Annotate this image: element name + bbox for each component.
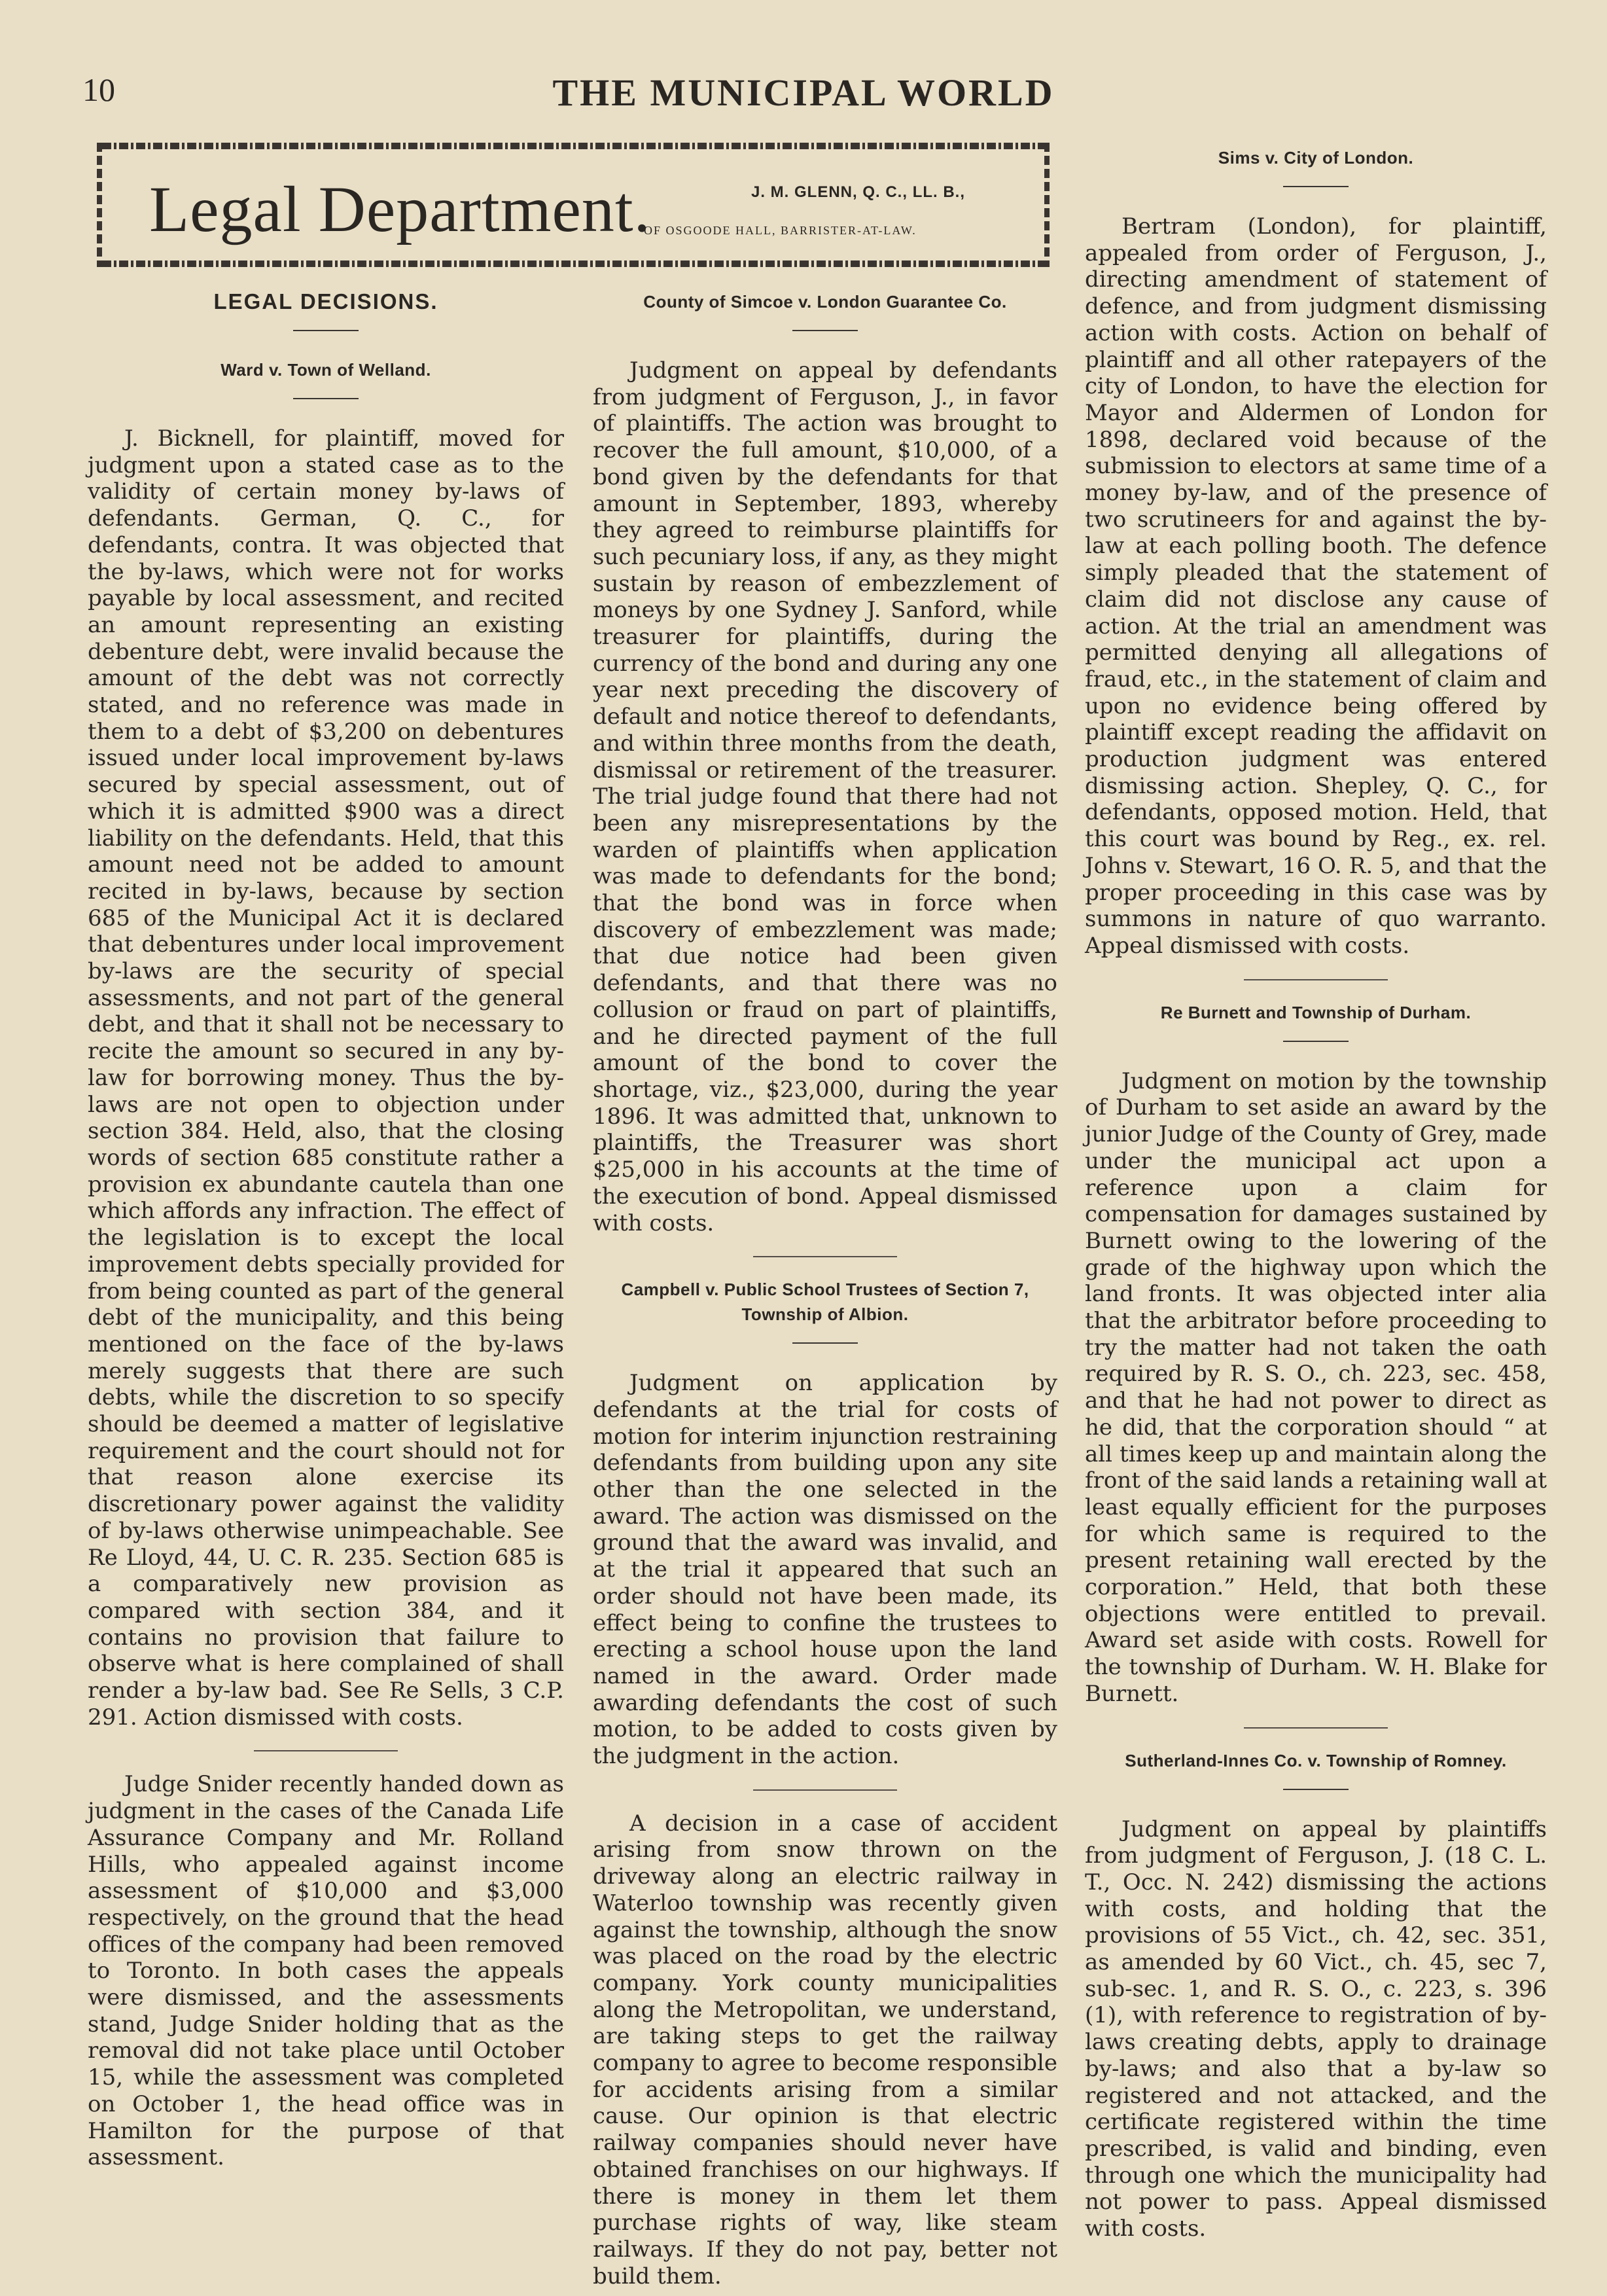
divider xyxy=(1283,1041,1349,1042)
divider xyxy=(792,330,858,331)
section-heading: LEGAL DECISIONS. xyxy=(213,289,438,314)
case-title: Sims v. City of London. xyxy=(1218,148,1414,168)
banner-border-right xyxy=(1044,143,1050,267)
divider xyxy=(293,398,359,399)
running-head: THE MUNICIPAL WORLD xyxy=(552,71,1055,114)
case-text: Judgment on appeal by defendants from judgment of Ferguson, J., in favor of plaintiffs. The action was brought to recover the full amount, $10,000, of a bond given by the defendants for that amount in September, 1893, whereby they agreed to reimburse plaintiffs for such pecuniary loss, if any, as they might sustain by reason of embezzlement of moneys by one Sydney J. Sanford, while treasurer for plaintiffs, during the currency of the bond and during any one year next preceding the discovery of default and notice thereof to defendants, and within three months from the death, dismissal or retirement of the treasurer. The trial judge found that there had not been any misrepresentations by the warden of plaintiffs when application was made to defendants for the bond; that the bond was in force when discovery of embezzlement was made; that due notice had been given defendants, and that there was no collusion or fraud on part of plaintiffs, and he directed payment of the full amount of the bond to cover the shortage, viz., $23,000, during the year 1896. It was admitted that, unknown to plaintiffs, the Treasurer was short $25,000 in his accounts at the time of the execution of bond. Appeal dismissed with costs. xyxy=(593,357,1057,1236)
case-text: Judgment on motion by the township of Durham to set aside an award by the junior Judge of the County of Grey, made under the municipal act upon a reference upon a claim for compensation for damages sustained by Burnett owing to the lowering of the grade of the highway upon which the land fronts. It was objected inter alia that the arbitrator before proceeding to try the matter had not taken the oath required by R. S. O., ch. 223, sec. 458, and that he had not power to direct as he did, that the corporation should “ at all times keep up and maintain along the front of the said lands a retaining wall at least equally efficient for the purposes for which same is required to the present retaining wall erected by the corporation.” Held, that both these objections were entitled to prevail. Award set aside with costs. Rowell for the township of Durham. W. H. Blake for Burnett. xyxy=(1085,1067,1547,1707)
divider xyxy=(293,330,359,331)
divider xyxy=(1244,1727,1388,1729)
page-number: 10 xyxy=(82,71,115,108)
case-title: Re Burnett and Township of Durham. xyxy=(1160,1002,1472,1022)
case-title: Ward v. Town of Welland. xyxy=(221,360,431,380)
case-title: Campbell v. Public School Trustees of Section 7, Township of Albion. xyxy=(621,1280,1029,1325)
divider xyxy=(753,1256,897,1257)
column-2 xyxy=(593,289,1057,2296)
banner-editor: J. M. GLENN, Q. C., LL. B., xyxy=(751,183,966,201)
column-3 xyxy=(1085,145,1547,2249)
divider xyxy=(254,1750,398,1751)
case-title: County of Simcoe v. London Guarantee Co. xyxy=(643,292,1007,312)
banner-border-bottom xyxy=(97,260,1050,267)
news-note: Judge Snider recently handed down as judgment in the cases of the Canada Life Assurance Company and Mr. Rolland Hills, who appealed against income assessment of $10,000 and $3,000 respectively, on the ground that the head offices of the company had been removed to Toronto. In both cases the appeals were dismissed, and the assessments stand, Judge Snider holding that as the removal did not take place until October 15, while the assessment was completed on October 1, the head office was in Hamilton for the purpose of that assessment. xyxy=(88,1771,564,2171)
divider xyxy=(792,1342,858,1344)
banner-border-top xyxy=(97,143,1050,149)
case-title: Sutherland-Innes Co. v. Township of Romney. xyxy=(1125,1750,1507,1770)
banner-border-left xyxy=(97,143,102,267)
banner-title: Legal Department. xyxy=(149,173,651,245)
case-text: Judgment on appeal by plaintiffs from judgment of Ferguson, J. (18 C. L. T., Occ. N. 242) dismissing the actions with costs, and holding that the provisions of 55 Vict., ch. 42, sec. 351, as amended by 60 Vict., ch. 45, sec 7, sub-sec. 1, and R. S. O., c. 223, s. 396 (1), with reference to registration of by-laws creating debts, apply to drainage by-laws; and also that a by-law so registered and not attacked, and the certificate registered within the time prescribed, is valid and binding, even through one which the municipality had not power to pass. Appeal dismissed with costs. xyxy=(1085,1816,1547,2242)
divider xyxy=(1283,186,1349,187)
divider xyxy=(753,1789,897,1791)
case-text: Judgment on application by defendants at the trial for costs of motion for interim injunction restraining defendants from building upon any site other than the one selected in the award. The action was dismissed on the ground that the award was invalid, and at the trial it appeared that such an order should not have been made, its effect being to confine the trustees to erecting a school house upon the land named in the award. Order made awarding defendants the cost of such motion, to be added to costs given by the judgment in the action. xyxy=(593,1370,1057,1770)
divider xyxy=(1244,979,1388,980)
case-text: Bertram (London), for plaintiff, appealed from order of Ferguson, J., directing amendment of statement of defence, and from judgment dismissing action with costs. Action on behalf of plaintiff and all other ratepayers of the city of London, to have the election for Mayor and Aldermen of London for 1898, declared void because of the submission to electors at same time of a money by-law, and of the presence of two scrutineers for and against the by-law at each polling booth. The defence simply pleaded that the statement of claim did not disclose any cause of action. At the trial an amendment was permitted denying all allegations of fraud, etc., in the statement of claim and upon no evidence being offered by plaintiff except reading the affidavit on production judgment was entered dismissing action. Shepley, Q. C., for defendants, opposed motion. Held, that this court was bound by Reg., ex. rel. Johns v. Stewart, 16 O. R. 5, and that the proper proceeding in this case was by summons in nature of quo warranto. Appeal dismissed with costs. xyxy=(1085,213,1547,959)
news-note: A decision in a case of accident arising from snow thrown on the driveway along an electric railway in Waterloo township was recently given against the township, although the snow was placed on the road by the electric company. York county municipalities along the Metropolitan, we understand, are taking steps to get the railway company to agree to become responsible for accidents arising from a similar cause. Our opinion is that electric railway companies should never have obtained franchises on our highways. If there is money in them let them purchase rights of way, like steam railways. If they do not pay, better not build them. xyxy=(593,1810,1057,2289)
column-1 xyxy=(88,289,564,2178)
legal-department-banner xyxy=(97,143,1050,267)
case-text: J. Bicknell, for plaintiff, moved for judgment upon a stated case as to the validity of certain money by-laws of defendants. German, Q. C., for defendants, contra. It was objected that the by-laws, which were not for works payable by local assessment, and recited an amount representing an existing debenture debt, were invalid because the amount of the debt was not correctly stated, and no reference was made in them to a debt of $3,200 on debentures issued under local improvement by-laws secured by special assessment, out of which it is admitted $900 was a direct liability on the defendants. Held, that this amount need not be added to amount recited in by-laws, because by section 685 of the Municipal Act it is declared that debentures under local improvement by-laws are the security of special assessments, and not part of the general debt, and that it shall not be necessary to recite the amount so secured in any by-law for borrowing money. Thus the by-laws are not open to objection under section 384. Held, also, that the closing words of section 685 constitute rather a provision ex abundante cautela than one which affords any infraction. The effect of the legislation is to except the local improvement debts specially provided for from being counted as part of the general debt of the municipality, and this being mentioned on the face of the by-laws merely suggests that there are such debts, while the discretion to so specify should be deemed a matter of legislative requirement and the court should not for that reason alone exercise its discretionary power against the validity of by-laws otherwise unimpeachable. See Re Lloyd, 44, U. C. R. 235. Section 685 is a comparatively new provision as compared with section 384, and it contains no provision that failure to observe what is here complained of shall render a by-law bad. See Re Sells, 3 C.P. 291. Action dismissed with costs. xyxy=(88,425,564,1731)
divider xyxy=(1283,1789,1349,1790)
banner-affiliation: OF OSGOODE HALL, BARRISTER-AT-LAW. xyxy=(644,224,917,237)
